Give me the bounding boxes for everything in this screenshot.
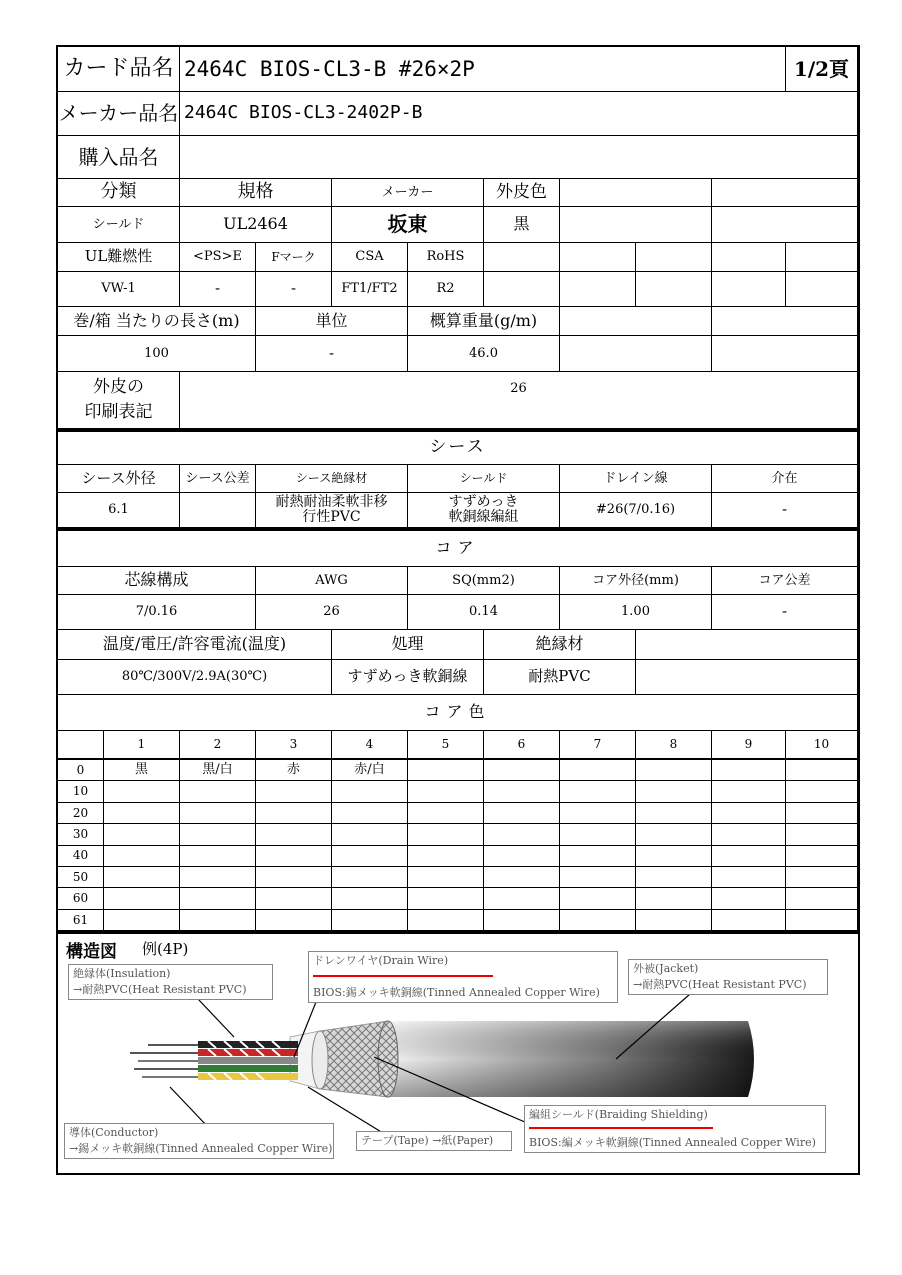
core-color-column-header: 10	[786, 731, 858, 759]
core-color-cell	[636, 824, 712, 845]
spec-sheet	[56, 45, 860, 1175]
structure-title: 構造図	[66, 942, 117, 962]
core-color-cell	[180, 824, 256, 845]
blank-cell	[560, 243, 636, 272]
jacket-label	[628, 959, 828, 995]
print-marking-label-line1: 外皮の	[93, 376, 144, 397]
blank-cell	[636, 272, 712, 307]
core-od-header: コア外径(mm)	[560, 567, 712, 595]
core-insulation-value: 耐熱PVC	[484, 660, 636, 695]
f-mark-value: -	[256, 272, 332, 307]
core-color-cell	[786, 760, 858, 781]
awg-header: AWG	[256, 567, 408, 595]
jacket-color-header: 外皮色	[484, 179, 560, 207]
core-insulation-header: 絶縁材	[484, 630, 636, 660]
core-color-cell	[484, 803, 560, 824]
struck-line	[529, 1127, 713, 1135]
core-color-cell	[104, 781, 180, 802]
braid-shield-title: 編組シールド(Braiding Shielding)	[529, 1108, 708, 1121]
drain-wire-title: ドレンワイヤ(Drain Wire)	[313, 954, 449, 967]
core-color-cell: 赤	[256, 760, 332, 781]
core-color-cell	[180, 846, 256, 867]
core-color-cell	[712, 803, 786, 824]
length-per-reel-header: 巻/箱 当たりの長さ(m)	[58, 307, 256, 336]
shield-value	[408, 493, 560, 528]
core-color-row-label: 40	[58, 846, 104, 867]
core-color-cell	[256, 888, 332, 909]
treatment-header: 処理	[332, 630, 484, 660]
core-color-row-label: 20	[58, 803, 104, 824]
unit-value: -	[256, 336, 408, 372]
blank-cell	[560, 179, 712, 207]
core-color-cell	[786, 867, 858, 888]
blank-cell	[560, 336, 712, 372]
core-color-cell: 黒/白	[180, 760, 256, 781]
maker-header: メーカー	[332, 179, 484, 207]
core-color-cell	[484, 781, 560, 802]
shield-value-line1: すずめっき	[448, 494, 519, 511]
core-tolerance-header: コア公差	[712, 567, 858, 595]
struck-line	[313, 975, 493, 985]
core-color-cell	[560, 888, 636, 909]
blank-cell	[484, 243, 560, 272]
standard-header: 規格	[180, 179, 332, 207]
core-color-cell	[560, 910, 636, 931]
core-color-cell	[408, 888, 484, 909]
core-color-cell	[256, 781, 332, 802]
core-color-cell	[408, 910, 484, 931]
core-color-cell	[256, 867, 332, 888]
category-header: 分類	[58, 179, 180, 207]
core-color-cell	[104, 803, 180, 824]
core-color-cell	[560, 781, 636, 802]
core-color-cell	[180, 867, 256, 888]
core-color-cell	[484, 760, 560, 781]
page-number: 1/2頁	[786, 47, 858, 92]
core-color-cell	[104, 824, 180, 845]
core-color-cell	[484, 867, 560, 888]
core-color-cell: 黒	[104, 760, 180, 781]
shield-value-line2: 軟銅線編組	[448, 509, 519, 525]
rohs-value: R2	[408, 272, 484, 307]
core-color-cell	[786, 803, 858, 824]
maker-name-label: メーカー品名	[58, 92, 180, 136]
core-color-cell	[484, 888, 560, 909]
core-color-cell	[180, 803, 256, 824]
core-color-cell	[408, 867, 484, 888]
core-color-cell	[332, 867, 408, 888]
drain-wire-label	[308, 951, 618, 1003]
print-marking-label-line2: 印刷表記	[84, 402, 153, 422]
core-color-cell	[712, 910, 786, 931]
core-color-column-header: 2	[180, 731, 256, 759]
core-color-cell	[408, 824, 484, 845]
core-composition-value: 7/0.16	[58, 595, 256, 630]
core-color-cell	[712, 867, 786, 888]
core-color-column-header: 3	[256, 731, 332, 759]
core-color-cell	[636, 888, 712, 909]
core-color-cell	[180, 781, 256, 802]
core-composition-header: 芯線構成	[58, 567, 256, 595]
sheath-insulation-line1: 耐熱耐油柔軟非移	[275, 494, 388, 511]
drain-wire-value: #26(7/0.16)	[560, 493, 712, 528]
drain-wire-header: ドレイン線	[560, 465, 712, 493]
sheath-od-value: 6.1	[58, 493, 180, 528]
core-color-cell	[104, 910, 180, 931]
core-color-cell	[332, 824, 408, 845]
blank-cell	[712, 307, 858, 336]
blank-cell	[636, 243, 712, 272]
core-color-cell	[560, 803, 636, 824]
core-color-cell	[786, 910, 858, 931]
core-color-cell	[786, 888, 858, 909]
core-color-cell	[636, 803, 712, 824]
drain-wire-material: BIOS:錫メッキ軟銅線(Tinned Annealed Copper Wire)	[313, 985, 600, 999]
blank-cell	[712, 336, 858, 372]
card-name-label: カード品名	[58, 47, 180, 92]
core-color-column-header: 4	[332, 731, 408, 759]
tape-label: テープ(Tape) →紙(Paper)	[356, 1131, 512, 1151]
blank-cell	[712, 179, 858, 207]
core-color-cell	[484, 824, 560, 845]
core-color-cell	[256, 824, 332, 845]
standard-value: UL2464	[180, 207, 332, 243]
treatment-value: すずめっき軟銅線	[332, 660, 484, 695]
csa-header: CSA	[332, 243, 408, 272]
pse-header: <PS>E	[180, 243, 256, 272]
structure-example: 例(4P)	[142, 940, 189, 958]
core-color-cell	[256, 803, 332, 824]
core-color-cell	[712, 846, 786, 867]
core-color-cell	[408, 803, 484, 824]
maker-value: 坂東	[332, 207, 484, 243]
weight-header: 概算重量(g/m)	[408, 307, 560, 336]
unit-header: 単位	[256, 307, 408, 336]
ul-flame-header: UL難燃性	[58, 243, 180, 272]
blank-cell	[712, 207, 858, 243]
rohs-header: RoHS	[408, 243, 484, 272]
conductor-material: →錫メッキ軟銅線(Tinned Annealed Copper Wire)	[69, 1141, 333, 1155]
blank-cell	[636, 630, 858, 660]
core-color-cell	[256, 910, 332, 931]
sheath-insulation-header: シース絶縁材	[256, 465, 408, 493]
core-color-cell	[636, 910, 712, 931]
core-color-cell: 赤/白	[332, 760, 408, 781]
insulation-material: →耐熱PVC(Heat Resistant PVC)	[73, 982, 247, 996]
sheath-od-header: シース外径	[58, 465, 180, 493]
core-color-cell	[712, 781, 786, 802]
core-color-column-header: 8	[636, 731, 712, 759]
core-color-cell	[636, 760, 712, 781]
jacket-color-value: 黒	[484, 207, 560, 243]
blank-cell	[560, 207, 712, 243]
sheath-section-title: シース	[58, 432, 858, 465]
sheath-insulation-value	[256, 493, 408, 528]
core-color-corner	[58, 731, 104, 759]
core-tolerance-value: -	[712, 595, 858, 630]
sheath-tolerance-header: シース公差	[180, 465, 256, 493]
core-od-value: 1.00	[560, 595, 712, 630]
blank-cell	[712, 272, 786, 307]
braid-shield-label	[524, 1105, 826, 1153]
core-color-row-label: 10	[58, 781, 104, 802]
core-color-cell	[636, 846, 712, 867]
core-color-row-label: 61	[58, 910, 104, 931]
core-color-cell	[712, 760, 786, 781]
core-color-cell	[560, 824, 636, 845]
core-color-cell	[256, 846, 332, 867]
core-wires	[130, 1041, 298, 1080]
print-marking-label	[58, 372, 180, 429]
csa-value: FT1/FT2	[332, 272, 408, 307]
conductor-label	[64, 1123, 334, 1159]
core-color-cell	[484, 846, 560, 867]
core-color-cell	[786, 781, 858, 802]
core-color-cell	[560, 846, 636, 867]
insulation-label	[68, 964, 273, 1000]
blank-cell	[560, 272, 636, 307]
core-color-cell	[332, 781, 408, 802]
blank-cell	[560, 307, 712, 336]
conductor-title: 導体(Conductor)	[69, 1126, 159, 1139]
ul-flame-value: VW-1	[58, 272, 180, 307]
core-color-cell	[408, 760, 484, 781]
temp-voltage-current-value: 80℃/300V/2.9A(30℃)	[58, 660, 332, 695]
jacket-title: 外被(Jacket)	[633, 962, 699, 975]
core-color-cell	[332, 910, 408, 931]
core-color-cell	[104, 846, 180, 867]
insulation-title: 絶縁体(Insulation)	[73, 967, 171, 980]
core-color-cell	[560, 760, 636, 781]
temp-voltage-current-header: 温度/電圧/許容電流(温度)	[58, 630, 332, 660]
core-color-cell	[636, 781, 712, 802]
core-color-cell	[786, 846, 858, 867]
core-color-cell	[104, 888, 180, 909]
core-color-cell	[712, 888, 786, 909]
core-color-cell	[180, 910, 256, 931]
core-color-section-title: コア色	[58, 695, 858, 731]
category-value: シールド	[58, 207, 180, 243]
weight-value: 46.0	[408, 336, 560, 372]
length-per-reel-value: 100	[58, 336, 256, 372]
blank-cell	[484, 272, 560, 307]
awg-value: 26	[256, 595, 408, 630]
core-color-column-header: 5	[408, 731, 484, 759]
sheath-insulation-line2: 行性PVC	[302, 509, 361, 525]
core-color-row-label: 60	[58, 888, 104, 909]
core-color-column-header: 1	[104, 731, 180, 759]
core-color-cell	[712, 824, 786, 845]
blank-cell	[786, 272, 858, 307]
core-color-row-label: 30	[58, 824, 104, 845]
core-color-cell	[408, 781, 484, 802]
core-color-cell	[104, 867, 180, 888]
structure-diagram	[58, 929, 858, 1173]
braid-shield-material: BIOS:編メッキ軟銅線(Tinned Annealed Copper Wire)	[529, 1135, 816, 1149]
print-marking-value: 26	[180, 372, 858, 429]
core-color-cell	[786, 824, 858, 845]
core-color-cell	[332, 803, 408, 824]
shield-header: シールド	[408, 465, 560, 493]
card-name-value: 2464C BIOS-CL3-B #26×2P	[180, 47, 786, 92]
core-color-cell	[180, 888, 256, 909]
f-mark-header: Fマーク	[256, 243, 332, 272]
blank-cell	[786, 243, 858, 272]
sheath-tolerance-value	[180, 493, 256, 528]
core-color-cell	[332, 846, 408, 867]
sq-value: 0.14	[408, 595, 560, 630]
sq-header: SQ(mm2)	[408, 567, 560, 595]
filler-header: 介在	[712, 465, 858, 493]
pse-value: -	[180, 272, 256, 307]
core-color-cell	[332, 888, 408, 909]
blank-cell	[712, 243, 786, 272]
core-section-title: コア	[58, 531, 858, 567]
blank-cell	[636, 660, 858, 695]
core-color-cell	[408, 846, 484, 867]
core-color-cell	[484, 910, 560, 931]
core-color-cell	[636, 867, 712, 888]
core-color-row-label: 50	[58, 867, 104, 888]
jacket-material: →耐熱PVC(Heat Resistant PVC)	[633, 977, 807, 991]
core-color-row-label: 0	[58, 760, 104, 781]
core-color-column-header: 7	[560, 731, 636, 759]
purchase-name-value	[180, 136, 858, 179]
core-color-column-header: 6	[484, 731, 560, 759]
core-color-cell	[560, 867, 636, 888]
maker-name-value: 2464C BIOS-CL3-2402P-B	[180, 92, 858, 136]
core-color-column-header: 9	[712, 731, 786, 759]
purchase-name-label: 購入品名	[58, 136, 180, 179]
filler-value: -	[712, 493, 858, 528]
